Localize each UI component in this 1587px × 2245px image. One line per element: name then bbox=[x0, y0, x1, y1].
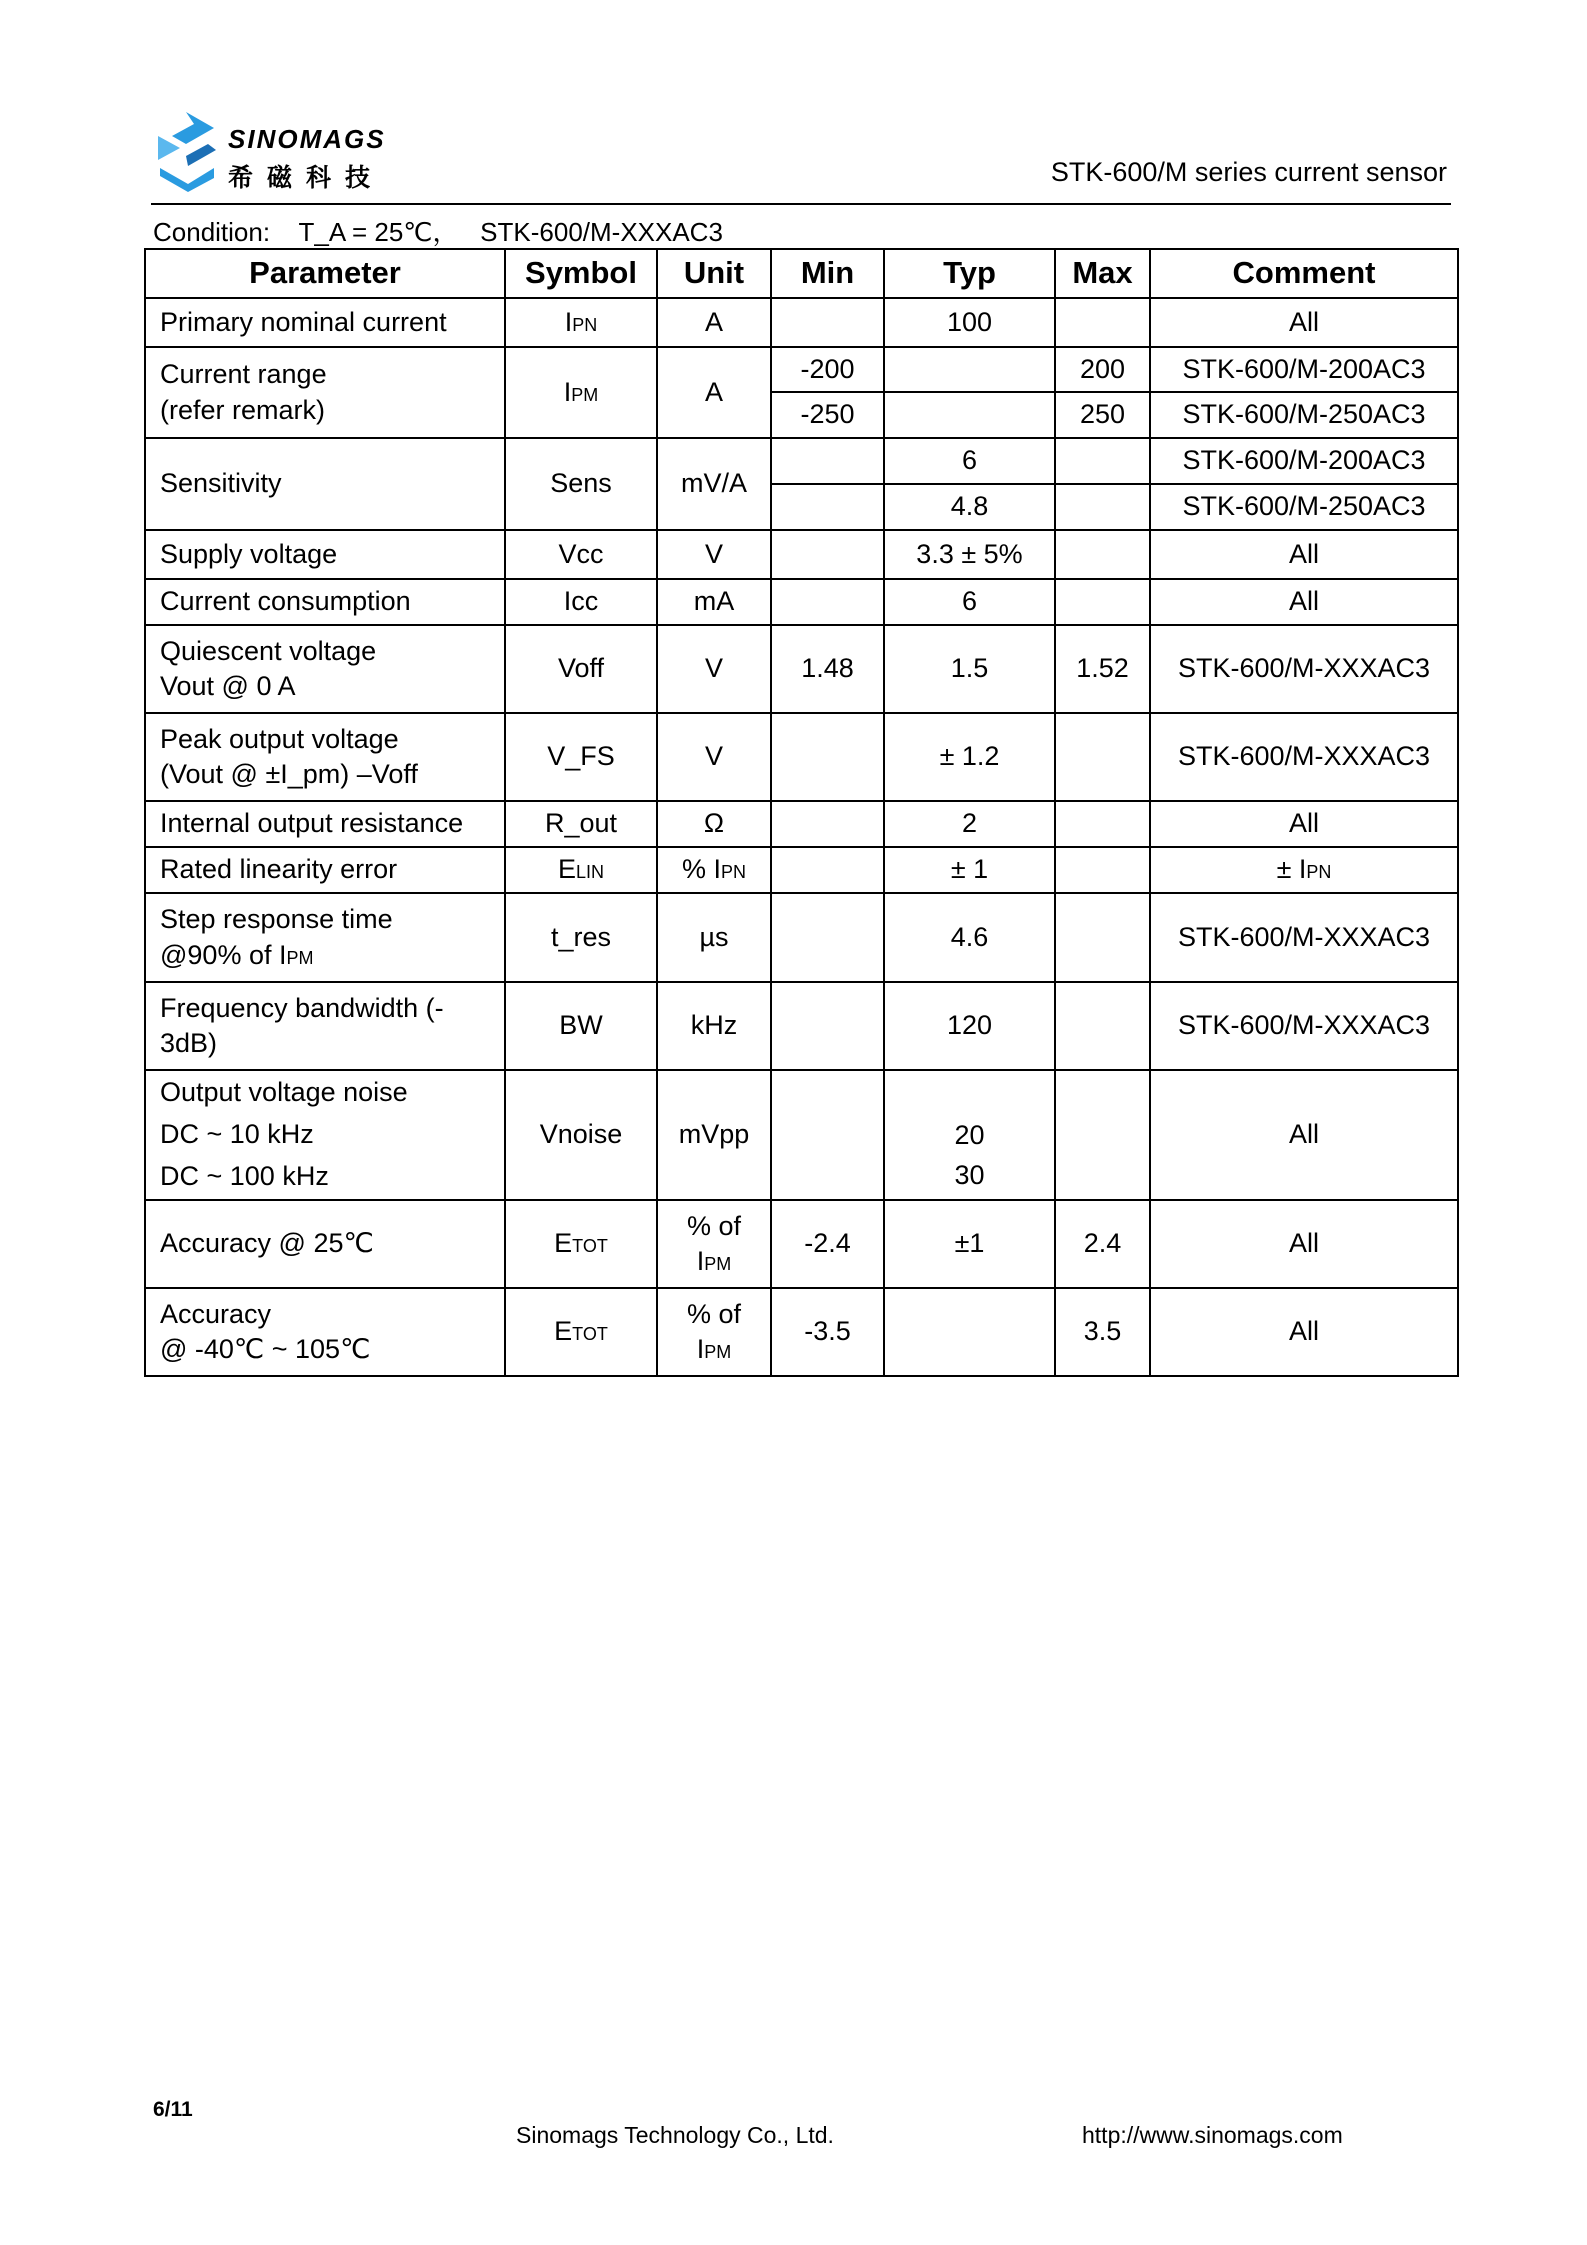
comment-cell: STK-600/M-250AC3 bbox=[1150, 392, 1458, 438]
table-row bbox=[145, 982, 1458, 1070]
symbol-cell: Voff bbox=[505, 625, 657, 713]
page-number: 6/11 bbox=[153, 2098, 193, 2121]
max-cell bbox=[1055, 438, 1150, 484]
comment-cell: All bbox=[1150, 801, 1458, 847]
min-cell bbox=[771, 713, 884, 801]
unit-cell: A bbox=[657, 347, 771, 438]
parameter-cell: Current consumption bbox=[145, 579, 505, 625]
symbol-cell: IPM bbox=[505, 347, 657, 438]
symbol-cell: ETOT bbox=[505, 1200, 657, 1288]
max-cell: 3.5 bbox=[1055, 1288, 1150, 1376]
typ-cell bbox=[884, 392, 1055, 438]
table-row bbox=[145, 1070, 1458, 1200]
parameter-cell: Sensitivity bbox=[145, 438, 505, 530]
table-row bbox=[145, 1200, 1458, 1288]
parameter-cell: Accuracy @ 25℃ bbox=[145, 1200, 505, 1288]
typ-cell: ±1 bbox=[884, 1200, 1055, 1288]
min-cell bbox=[771, 801, 884, 847]
max-cell bbox=[1055, 713, 1150, 801]
header-divider bbox=[151, 203, 1451, 205]
comment-cell: All bbox=[1150, 1200, 1458, 1288]
typ-cell: 6 bbox=[884, 579, 1055, 625]
max-cell bbox=[1055, 298, 1150, 347]
table-row bbox=[145, 579, 1458, 625]
min-cell bbox=[771, 847, 884, 893]
sinomags-logo-icon bbox=[150, 108, 224, 194]
table-row bbox=[145, 801, 1458, 847]
column-header: Symbol bbox=[505, 249, 657, 298]
logo-name: SINOMAGS bbox=[228, 124, 386, 154]
min-cell bbox=[771, 1070, 884, 1200]
max-cell bbox=[1055, 1070, 1150, 1200]
min-cell bbox=[771, 484, 884, 530]
comment-cell: All bbox=[1150, 1070, 1458, 1200]
parameter-cell: Supply voltage bbox=[145, 530, 505, 579]
comment-cell: ± IPN bbox=[1150, 847, 1458, 893]
parameter-cell: Step response time @90% of IPM bbox=[145, 893, 505, 982]
comment-cell: All bbox=[1150, 530, 1458, 579]
column-header: Parameter bbox=[145, 249, 505, 298]
comment-cell: STK-600/M-XXXAC3 bbox=[1150, 982, 1458, 1070]
typ-cell: 3.3 ± 5% bbox=[884, 530, 1055, 579]
table-row bbox=[145, 347, 1458, 392]
column-header: Max bbox=[1055, 249, 1150, 298]
typ-cell bbox=[884, 1288, 1055, 1376]
column-header: Unit bbox=[657, 249, 771, 298]
typ-cell: ± 1.2 bbox=[884, 713, 1055, 801]
document-title: STK-600/M series current sensor bbox=[1050, 157, 1447, 187]
max-cell: 1.52 bbox=[1055, 625, 1150, 713]
max-cell: 2.4 bbox=[1055, 1200, 1150, 1288]
table-row bbox=[145, 1288, 1458, 1376]
parameter-cell: Accuracy @ -40℃ ~ 105℃ bbox=[145, 1288, 505, 1376]
table-row bbox=[145, 530, 1458, 579]
symbol-cell: R_out bbox=[505, 801, 657, 847]
unit-cell: mA bbox=[657, 579, 771, 625]
table-row bbox=[145, 713, 1458, 801]
max-cell bbox=[1055, 579, 1150, 625]
table-row bbox=[145, 893, 1458, 982]
min-cell: -3.5 bbox=[771, 1288, 884, 1376]
comment-cell: All bbox=[1150, 298, 1458, 347]
max-cell bbox=[1055, 982, 1150, 1070]
min-cell bbox=[771, 579, 884, 625]
max-cell: 200 bbox=[1055, 347, 1150, 392]
column-header: Min bbox=[771, 249, 884, 298]
test-condition: Condition: T_A = 25℃， STK-600/M-XXXAC3 bbox=[153, 217, 723, 247]
column-header: Typ bbox=[884, 249, 1055, 298]
min-cell bbox=[771, 893, 884, 982]
min-cell bbox=[771, 438, 884, 484]
unit-cell: V bbox=[657, 530, 771, 579]
typ-cell: ± 1 bbox=[884, 847, 1055, 893]
parameter-cell: Frequency bandwidth (- 3dB) bbox=[145, 982, 505, 1070]
symbol-cell: V_FS bbox=[505, 713, 657, 801]
footer-company: Sinomags Technology Co., Ltd. bbox=[516, 2122, 834, 2148]
min-cell bbox=[771, 298, 884, 347]
unit-cell: kHz bbox=[657, 982, 771, 1070]
typ-cell: 120 bbox=[884, 982, 1055, 1070]
unit-cell: Ω bbox=[657, 801, 771, 847]
unit-cell: V bbox=[657, 625, 771, 713]
parameter-cell: Peak output voltage (Vout @ ±I_pm) –Voff bbox=[145, 713, 505, 801]
typ-cell: 100 bbox=[884, 298, 1055, 347]
table-row bbox=[145, 847, 1458, 893]
max-cell: 250 bbox=[1055, 392, 1150, 438]
typ-cell: 4.6 bbox=[884, 893, 1055, 982]
unit-cell: % IPN bbox=[657, 847, 771, 893]
comment-cell: STK-600/M-200AC3 bbox=[1150, 347, 1458, 392]
comment-cell: All bbox=[1150, 1288, 1458, 1376]
min-cell bbox=[771, 530, 884, 579]
max-cell bbox=[1055, 847, 1150, 893]
table-header-row bbox=[145, 249, 1458, 298]
symbol-cell: Icc bbox=[505, 579, 657, 625]
typ-cell: 4.8 bbox=[884, 484, 1055, 530]
max-cell bbox=[1055, 484, 1150, 530]
symbol-cell: ETOT bbox=[505, 1288, 657, 1376]
comment-cell: STK-600/M-XXXAC3 bbox=[1150, 625, 1458, 713]
comment-cell: All bbox=[1150, 579, 1458, 625]
table-row bbox=[145, 625, 1458, 713]
parameter-cell: Quiescent voltage Vout @ 0 A bbox=[145, 625, 505, 713]
min-cell: -200 bbox=[771, 347, 884, 392]
max-cell bbox=[1055, 893, 1150, 982]
min-cell: -2.4 bbox=[771, 1200, 884, 1288]
unit-cell: mV/A bbox=[657, 438, 771, 530]
parameter-cell: Rated linearity error bbox=[145, 847, 505, 893]
symbol-cell: Sens bbox=[505, 438, 657, 530]
unit-cell: % of IPM bbox=[657, 1288, 771, 1376]
parameter-cell: Primary nominal current bbox=[145, 298, 505, 347]
specification-table bbox=[144, 248, 1459, 1377]
typ-cell: 20 30 bbox=[884, 1070, 1055, 1200]
symbol-cell: t_res bbox=[505, 893, 657, 982]
unit-cell: V bbox=[657, 713, 771, 801]
table-row bbox=[145, 438, 1458, 484]
max-cell bbox=[1055, 801, 1150, 847]
footer-url: http://www.sinomags.com bbox=[1082, 2122, 1343, 2148]
min-cell: 1.48 bbox=[771, 625, 884, 713]
comment-cell: STK-600/M-XXXAC3 bbox=[1150, 893, 1458, 982]
comment-cell: STK-600/M-XXXAC3 bbox=[1150, 713, 1458, 801]
symbol-cell: ELIN bbox=[505, 847, 657, 893]
parameter-cell: Current range (refer remark) bbox=[145, 347, 505, 438]
min-cell: -250 bbox=[771, 392, 884, 438]
table-row bbox=[145, 298, 1458, 347]
unit-cell: mVpp bbox=[657, 1070, 771, 1200]
column-header: Comment bbox=[1150, 249, 1458, 298]
symbol-cell: Vnoise bbox=[505, 1070, 657, 1200]
comment-cell: STK-600/M-200AC3 bbox=[1150, 438, 1458, 484]
symbol-cell: BW bbox=[505, 982, 657, 1070]
unit-cell: A bbox=[657, 298, 771, 347]
comment-cell: STK-600/M-250AC3 bbox=[1150, 484, 1458, 530]
parameter-cell: Internal output resistance bbox=[145, 801, 505, 847]
min-cell bbox=[771, 982, 884, 1070]
unit-cell: % of IPM bbox=[657, 1200, 771, 1288]
typ-cell: 6 bbox=[884, 438, 1055, 484]
typ-cell: 2 bbox=[884, 801, 1055, 847]
typ-cell: 1.5 bbox=[884, 625, 1055, 713]
parameter-cell: Output voltage noise DC ~ 10 kHz DC ~ 100 kHz bbox=[145, 1070, 505, 1200]
symbol-cell: IPN bbox=[505, 298, 657, 347]
symbol-cell: Vcc bbox=[505, 530, 657, 579]
unit-cell: µs bbox=[657, 893, 771, 982]
logo-chinese-name: 希磁科技 bbox=[228, 163, 385, 192]
max-cell bbox=[1055, 530, 1150, 579]
typ-cell bbox=[884, 347, 1055, 392]
